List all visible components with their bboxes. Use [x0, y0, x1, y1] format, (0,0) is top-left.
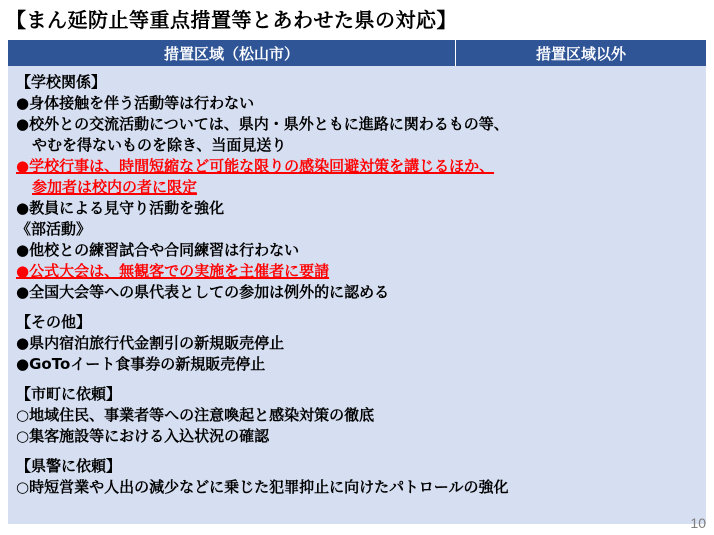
section-heading-city: 【市町に依頼】	[16, 385, 122, 403]
list-item: ●身体接触を伴う活動等は行わない	[16, 94, 255, 112]
table-header	[8, 40, 706, 66]
list-item: ●全国大会等への県代表としての参加は例外的に認める	[16, 283, 390, 301]
section-heading-police: 【県警に依頼】	[16, 457, 122, 475]
list-item: ●県内宿泊旅行代金割引の新規販売停止	[16, 334, 285, 352]
list-item: ●GoToイート食事券の新規販売停止	[16, 355, 266, 373]
header-outside-area: 措置区域以外	[535, 44, 626, 63]
highlighted-item-continuation: 参加者は校内の者に限定	[32, 178, 198, 196]
list-item: ●校外との交流活動については、県内・県外ともに進路に関わるもの等、	[16, 115, 509, 133]
highlighted-item: ●公式大会は、無観客での実施を主催者に要請	[16, 262, 330, 280]
page-number: 10	[690, 515, 706, 531]
list-item: ●教員による見守り活動を強化	[16, 199, 225, 217]
list-item: ○時短営業や人出の減少などに乗じた犯罪抑止に向けたパトロールの強化	[16, 478, 509, 496]
section-heading-club: 《部活動》	[16, 220, 92, 238]
section-heading-other: 【その他】	[16, 313, 92, 331]
list-item: ○地域住民、事業者等への注意喚起と感染対策の徹底	[16, 406, 375, 424]
section-heading-school: 【学校関係】	[16, 73, 107, 91]
list-item-continuation: やむを得ないものを除き、当面見送り	[32, 136, 287, 154]
page-title: 【まん延防止等重点措置等とあわせた県の対応】	[6, 8, 457, 32]
header-measure-area: 措置区域（松山市）	[8, 40, 456, 66]
list-item: ○集客施設等における入込状況の確認	[16, 427, 270, 445]
measures-panel	[8, 66, 706, 524]
highlighted-item: ●学校行事は、時間短縮など可能な限りの感染回避対策を講じるほか、	[16, 157, 495, 175]
list-item: ●他校との練習試合や合同練習は行わない	[16, 241, 300, 259]
